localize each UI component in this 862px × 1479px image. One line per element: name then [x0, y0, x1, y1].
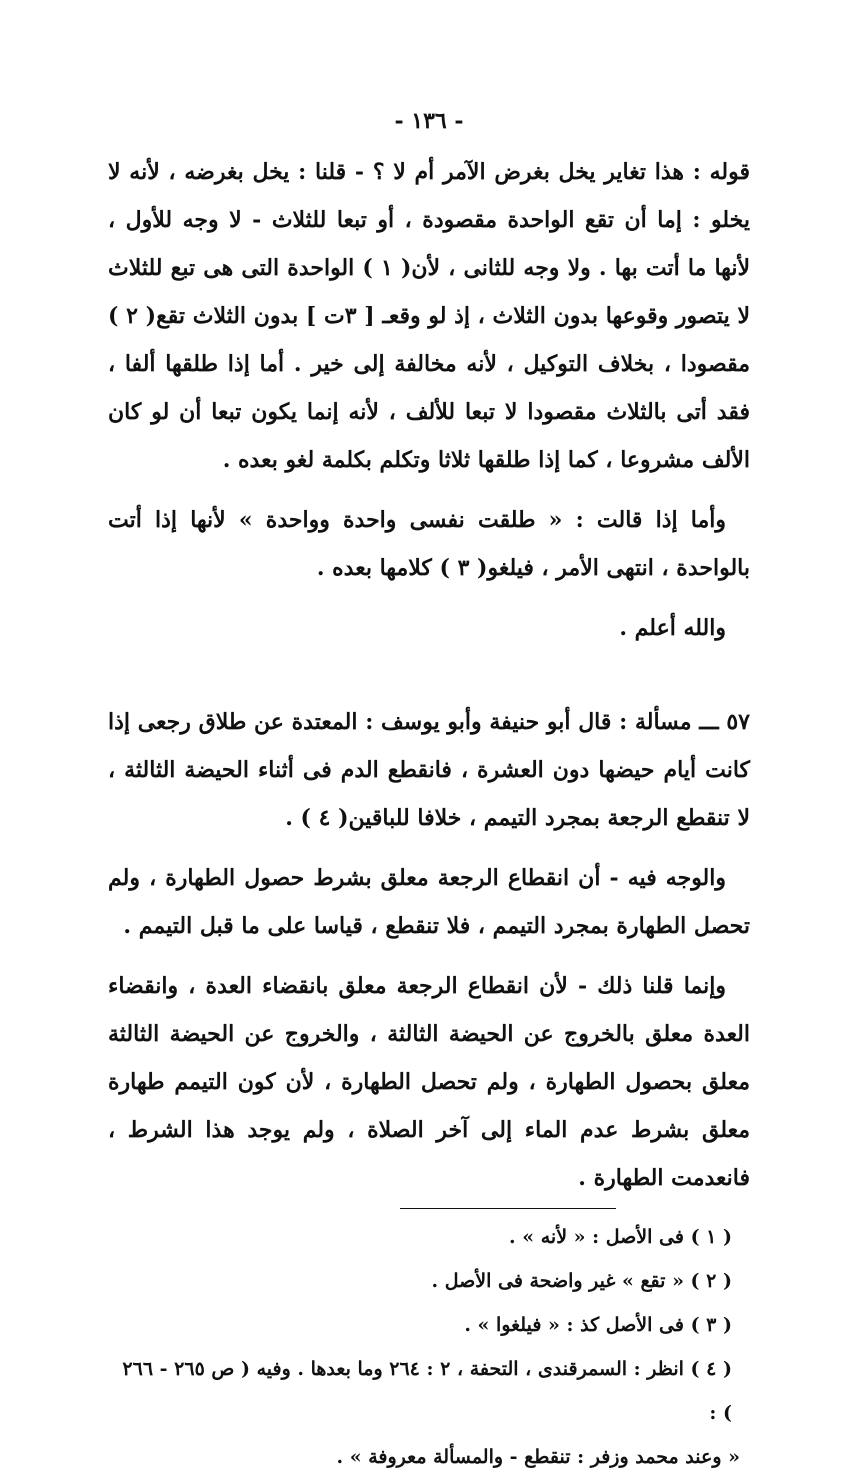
footnote-1: ( ١ ) فى الأصل : « لأنه » . [509, 1226, 732, 1248]
footnote-separator [400, 1208, 616, 1209]
main-text [108, 148, 750, 1202]
footnote-4: ( ٤ ) انظر : السمرقندى ، التحفة ، ٢ : ٢٦٤ وما بعدها . وفيه ( ص ٢٦٥ - ٢٦٦ ) : [122, 1358, 732, 1424]
section-gap [108, 664, 750, 698]
masala-keyword: مسألة [634, 709, 692, 735]
masala-paragraph [108, 698, 750, 842]
footnote-separator-wrap [108, 1208, 750, 1209]
paragraph-3: والله أعلم . [619, 615, 726, 641]
footnote-3: ( ٣ ) فى الأصل كذ : « فيلغوا » . [464, 1314, 732, 1336]
masala-text: : قال أبو حنيفة وأبو يوسف : المعتدة عن طلاق رجعى إذا كانت أيام حيضها دون العشرة ، فانقطع الدم فى أثناء الحيضة الثالثة ، لا تنقطع الرجعة بمجرد التيمم ، خلافا للباقين( ٤ ) . [108, 709, 750, 831]
footnote-2: ( ٢ ) « تقع » غير واضحة فى الأصل . [431, 1270, 732, 1292]
paragraph-reason: والوجه فيه - أن انقطاع الرجعة معلق بشرط حصول الطهارة ، ولم تحصل الطهارة بمجرد التيمم ، فلا تنقطع ، قياسا على ما قبل التيمم . [108, 865, 750, 939]
paragraph-explanation: وإنما قلنا ذلك - لأن انقطاع الرجعة معلق بانقضاء العدة ، وانقضاء العدة معلق بالخروج عن الحيضة الثالثة ، والخروج عن الحيضة الثالثة معلق بحصول الطهارة ، ولم تحصل الطهارة ، لأن كون التيمم طهارة معلق بشرط عدم الماء إلى آخر الصلاة ، ولم يوجد هذا الشرط ، فانعدمت الطهارة . [108, 973, 750, 1191]
footnote-4-continuation: « وعند محمد وزفر : تنقطع - والمسألة معروفة » . [336, 1446, 740, 1468]
masala-number: ٥٧ ـــ [699, 709, 750, 735]
footnotes [108, 1215, 750, 1479]
page-number: - ١٣٦ - [394, 108, 464, 134]
paragraph-1: قوله : هذا تغاير يخل بغرض الآمر أم لا ؟ - قلنا : يخل بغرضه ، لأنه لا يخلو : إما أن تقع الواحدة مقصودة ، أو تبعا للثلاث - لا وجه للأول ، لأنها ما أتت بها . ولا وجه للثانى ، لأن( ١ ) الواحدة التى هى تبع للثلاث لا يتصور وقوعها بدون الثلاث ، إذ لو وقعـ [ ٣ت ] بدون الثلاث تقع( ٢ ) مقصودا ، بخلاف التوكيل ، لأنه مخالفة إلى خير . أما إذا طلقها ألفا ، فقد أتى بالثلاث مقصودا لا تبعا للألف ، لأنه إنما يكون تبعا أن لو كان الألف مشروعا ، كما إذا طلقها ثلاثا وتكلم بكلمة لغو بعده . [108, 159, 751, 473]
paragraph-2: وأما إذا قالت : « طلقت نفسى واحدة وواحدة » لأنها إذا أتت بالواحدة ، انتهى الأمر ، فيلغو( ٣ ) كلامها بعده . [108, 507, 750, 581]
